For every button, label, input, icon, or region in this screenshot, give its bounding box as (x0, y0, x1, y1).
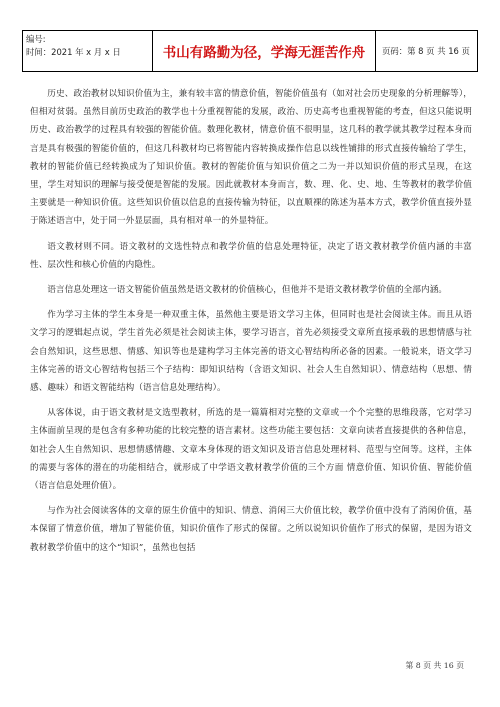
paragraph: 语文教材则不同。语文教材的文选性特点和教学价值的信息处理特征，决定了语文教材教学价值内涵的丰富性、层次性和核心价值的内隐性。 (30, 241, 472, 270)
header-meta (23, 31, 153, 71)
header-page-label: 页码：第 8 页 共 16 页 (382, 46, 470, 56)
document-header (22, 30, 478, 72)
page-footer: 第 8 页 共 16 页 (405, 661, 464, 670)
paragraph: 语言信息处理这一语文智能价值虽然是语文教材的价值核心，但他并不是语文教材教学价值的全部内涵。 (47, 285, 448, 296)
time-label: 时间：2021 年 x 月 x 日 (26, 47, 121, 57)
header-motto: 书山有路勤为径，学海无涯苦作舟 (153, 31, 376, 71)
paragraph: 作为学习主体的学生本身是一种双重主体，虽然他主要是语文学习主体，但同时也是社会阅读主体。而且从语文学习的逻辑起点说，学生首先必须是社会阅读主体，要学习语言，首先必须接受文章所直接承载的思想情感与社会自然知识，这些思想、情感、知识等也是建构学习主体完善的语文心智结构所必备的因素。一般说来，语文学习主体完善的语文心智结构包括三个子结构：即知识结构（含语文知识、社会人生自然知识）、情意结构（思想、情感、趣味）和语文智能结构（语言信息处理结构）。 (30, 310, 472, 394)
number-label: 编号: (26, 34, 46, 44)
paragraph: 从客体说，由于语文教材是文选型教材，所选的是一篇篇相对完整的文章或一个个完整的思维段落，它对学习主体面前呈现的是包含有多种功能的比较完整的语言素材。这些功能主要包括：文章向读者直接提供的各种信息，如社会人生自然知识、思想情感情趣、文章本身体现的语文知识及语言信息处理材料、范型与空间等。这样，主体的需要与客体的潜在的功能相结合，就形成了中学语文教材教学价值的三个方面 情意价值、知识价值、智能价值（语言信息处理价值）。 (30, 408, 472, 492)
body-text (30, 85, 472, 564)
paragraph: 与作为社会阅读客体的文章的原生价值中的知识、情意、消闲三大价值比较，教学价值中没有了消闲价值，基本保留了情意价值，增加了智能价值，知识价值作了形式的保留。之所以说知识价值作了形式的保留，是因为语文教材教学价值中的这个“知识”，虽然也包括 (30, 506, 472, 553)
paragraph: 历史、政治教材以知识价值为主，兼有较丰富的情意价值，智能价值虽有（如对社会历史现象的分析理解等），但相对贫弱。虽然目前历史政治的教学也十分重视智能的发展，政治、历史高考也重视智能的考查，但这只能说明历史、政治教学的过程具有较强的智能价值。数理化教材，情意价值不很明显，这几科的教学就其教学过程本身而言是具有极强的智能价值的，但这几科教材均已将智能内容转换成操作信息以线性铺排的形式直接传输给了学生，教材的智能价值已经转换成为了知识价值。教材的智能价值与知识价值之二为一并以知识价值的形式呈现，在这里，学生对知识的理解与接受便是智能的发展。因此就教材本身而言，数、理、化、史、地、生等教材的教学价值主要就是一种知识价值。这些知识价值以信息的直接传输为特征，以直顺裸的陈述为基本方式，教学价值直接外显于陈述语言中，处于同一外显层面，具有相对单一的外显特征。 (30, 89, 472, 227)
